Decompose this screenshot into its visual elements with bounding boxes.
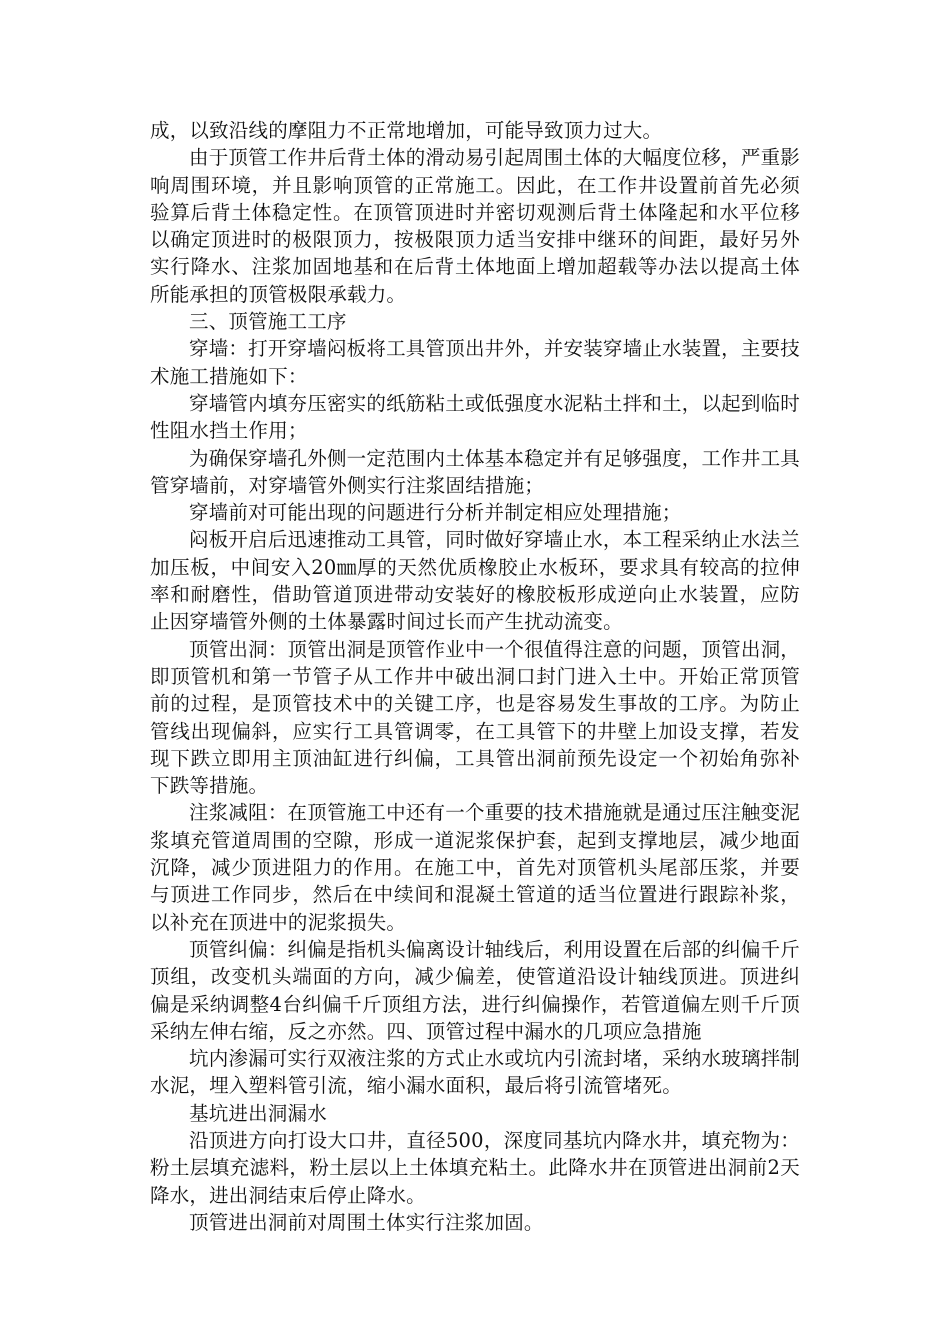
paragraph: 穿墙前对可能出现的问题进行分析并制定相应处理措施； xyxy=(189,501,682,525)
paragraph: 注浆减阻：在顶管施工中还有一个重要的技术措施就是通过压注触变泥浆填充管道周围的空隙，形成一道泥浆保护套，起到支撑地层，减少地面沉降，减少顶进阻力的作用。在施工中，首先对顶管机头尾部压浆，并要与顶进工作同步，然后在中续间和混凝土管道的适当位置进行跟踪补浆，以补充在顶进中的泥浆损失。 xyxy=(150,801,800,934)
paragraph: 由于顶管工作井后背土体的滑动易引起周围土体的大幅度位移，严重影响周围环境，并且影响顶管的正常施工。因此，在工作井设置前首先必须验算后背土体稳定性。在顶管顶进时并密切观测后背土体隆起和水平位移以确定顶进时的极限顶力，按极限顶力适当安排中继环的间距，最好另外实行降水、注浆加固地基和在后背土体地面上增加超载等办法以提高土体所能承担的顶管极限承载力。 xyxy=(150,146,800,306)
paragraph: 穿墙管内填夯压密实的纸筋粘土或低强度水泥粘土拌和土，以起到临时性阻水挡土作用； xyxy=(150,391,800,443)
section-heading: 三、顶管施工工序 xyxy=(189,310,347,334)
section-heading: 基坑进出洞漏水 xyxy=(189,1101,327,1125)
paragraph: 顶管进出洞前对周围土体实行注浆加固。 xyxy=(189,1210,544,1234)
document-body xyxy=(150,117,800,1236)
paragraph: 闷板开启后迅速推动工具管，同时做好穿墙止水，本工程采纳止水法兰加压板，中间安入20㎜厚的天然优质橡胶止水板环，要求具有较高的拉伸率和耐磨性，借助管道顶进带动安装好的橡胶板形成逆向止水装置，应防止因穿墙管外侧的土体暴露时间过长而产生扰动流变。 xyxy=(150,528,800,634)
paragraph: 顶管出洞：顶管出洞是顶管作业中一个很值得注意的问题，顶管出洞，即顶管机和第一节管子从工作井中破出洞口封门进入土中。开始正常顶管前的过程，是顶管技术中的关键工序，也是容易发生事故的工序。为防止管线出现偏斜，应实行工具管调零，在工具管下的井壁上加设支撑，若发现下跌立即用主顶油缸进行纠偏，工具管出洞前预先设定一个初始角弥补下跌等措施。 xyxy=(150,637,800,798)
paragraph: 穿墙：打开穿墙闷板将工具管顶出井外，并安装穿墙止水装置，主要技术施工措施如下： xyxy=(150,337,800,388)
paragraph: 沿顶进方向打设大口井，直径500，深度同基坑内降水井，填充物为：粉土层填充滤料，粉土层以上土体填充粘土。此降水井在顶管进出洞前2天降水，进出洞结束后停止降水。 xyxy=(150,1128,800,1207)
paragraph: 为确保穿墙孔外侧一定范围内土体基本稳定并有足够强度，工作井工具管穿墙前，对穿墙管外侧实行注浆固结措施； xyxy=(150,446,800,497)
paragraph: 坑内渗漏可实行双液注浆的方式止水或坑内引流封堵，采纳水玻璃拌制水泥，埋入塑料管引流，缩小漏水面积，最后将引流管堵死。 xyxy=(150,1047,800,1098)
paragraph: 顶管纠偏：纠偏是指机头偏离设计轴线后，利用设置在后部的纠偏千斤顶组，改变机头端面的方向，减少偏差，使管道沿设计轴线顶进。顶进纠偏是采纳调整4台纠偏千斤顶组方法，进行纠偏操作，若管道偏左则千斤顶采纳左伸右缩，反之亦然。四、顶管过程中漏水的几项应急措施 xyxy=(150,937,800,1043)
paragraph: 成，以致沿线的摩阻力不正常地增加，可能导致顶力过大。 xyxy=(150,119,663,142)
